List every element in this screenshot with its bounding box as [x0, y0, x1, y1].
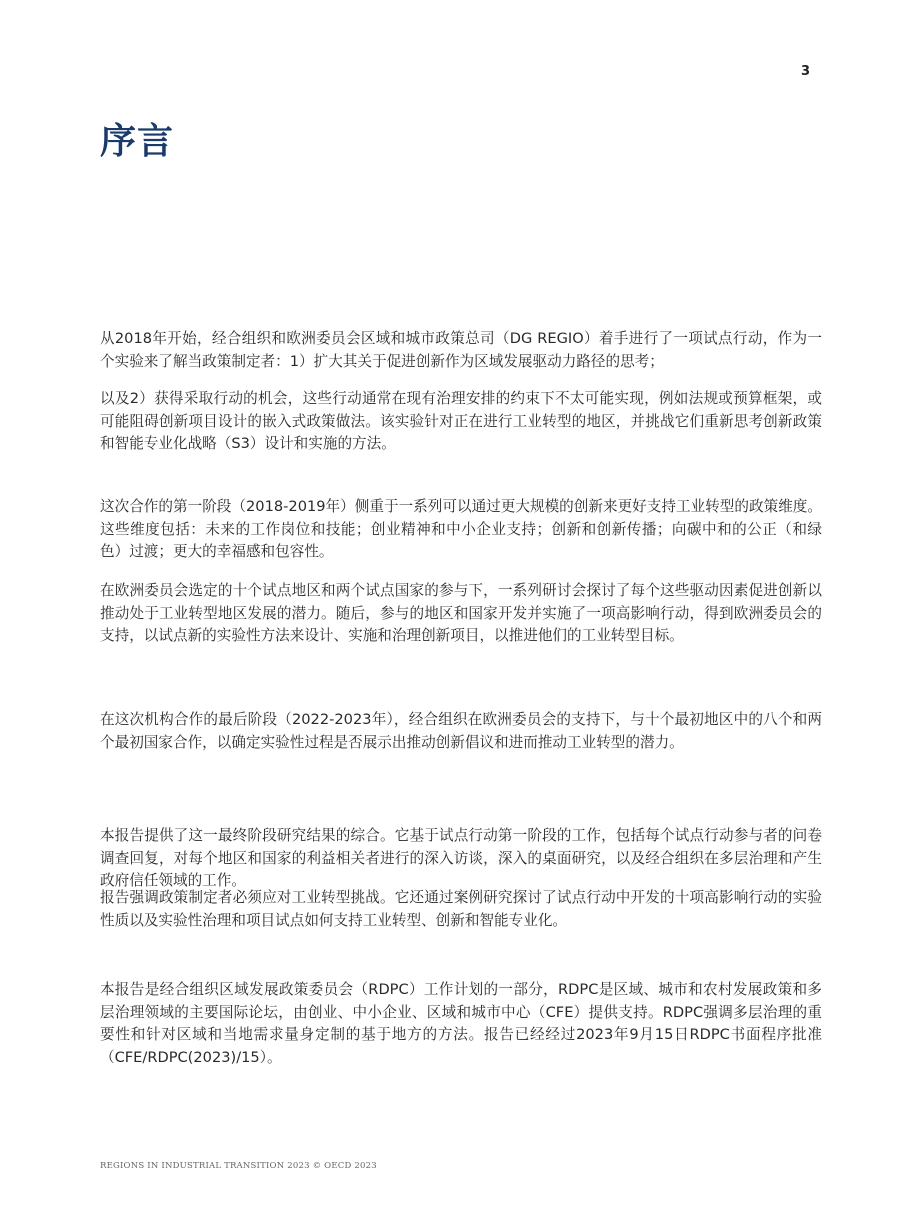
paragraph-final-phase: 在这次机构合作的最后阶段（2022-2023年），经合组织在欧洲委员会的支持下，与十个最初地区中的八个和两个最初国家合作，以确定实验性过程是否展示出推动创新倡议和进而推动工业转型的潜力。: [100, 711, 822, 751]
paragraph-rdpc: 本报告是经合组织区域发展政策委员会（RDPC）工作计划的一部分，RDPC是区域、城市和农村发展政策和多层治理领域的主要国际论坛，由创业、中小企业、区域和城市中心（CFE）提供支持。RDPC强调多层治理的重要性和针对区域和当地需求量身定制的基于地方的方法。报告已经经过2023年9月15日RDPC书面程序批准（CFE/RDPC(2023)/15）。: [100, 981, 822, 1066]
page-footer: REGIONS IN INDUSTRIAL TRANSITION 2023 © OECD 2023: [100, 1161, 377, 1171]
page-title: 序言: [100, 121, 175, 162]
paragraph-intro-continued: 以及2）获得采取行动的机会，这些行动通常在现有治理安排的约束下不太可能实现，例如法规或预算框架，或可能阻碍创新项目设计的嵌入式政策做法。该实验针对正在进行工业转型的地区，并挑战它们重新思考创新政策和智能专业化战略（S3）设计和实施的方法。: [100, 390, 822, 452]
paragraph-report-emphasis: 报告强调政策制定者必须应对工业转型挑战。它还通过案例研究探讨了试点行动中开发的十项高影响行动的实验性质以及实验性治理和项目试点如何支持工业转型、创新和智能专业化。: [100, 889, 822, 929]
paragraph-intro: 从2018年开始，经合组织和欧洲委员会区域和城市政策总司（DG REGIO）着手进行了一项试点行动，作为一个实验来了解当政策制定者：1）扩大其关于促进创新作为区域发展驱动力路径的思考；: [100, 330, 822, 370]
paragraph-report-synthesis: 本报告提供了这一最终阶段研究结果的综合。它基于试点行动第一阶段的工作，包括每个试点行动参与者的问卷调查回复，对每个地区和国家的利益相关者进行的深入访谈，深入的桌面研究，以及经合组织在多层治理和产生政府信任领域的工作。: [100, 827, 822, 889]
paragraph-pilot-regions: 在欧洲委员会选定的十个试点地区和两个试点国家的参与下，一系列研讨会探讨了每个这些驱动因素促进创新以推动处于工业转型地区发展的潜力。随后，参与的地区和国家开发并实施了一项高影响行动，得到欧洲委员会的支持，以试点新的实验性方法来设计、实施和治理创新项目，以推进他们的工业转型目标。: [100, 582, 822, 644]
page-number: 3: [800, 64, 810, 79]
paragraph-first-phase: 这次合作的第一阶段（2018-2019年）侧重于一系列可以通过更大规模的创新来更好支持工业转型的政策维度。这些维度包括：未来的工作岗位和技能；创业精神和中小企业支持；创新和创新传播；向碳中和的公正（和绿色）过渡；更大的幸福感和包容性。: [100, 498, 822, 560]
